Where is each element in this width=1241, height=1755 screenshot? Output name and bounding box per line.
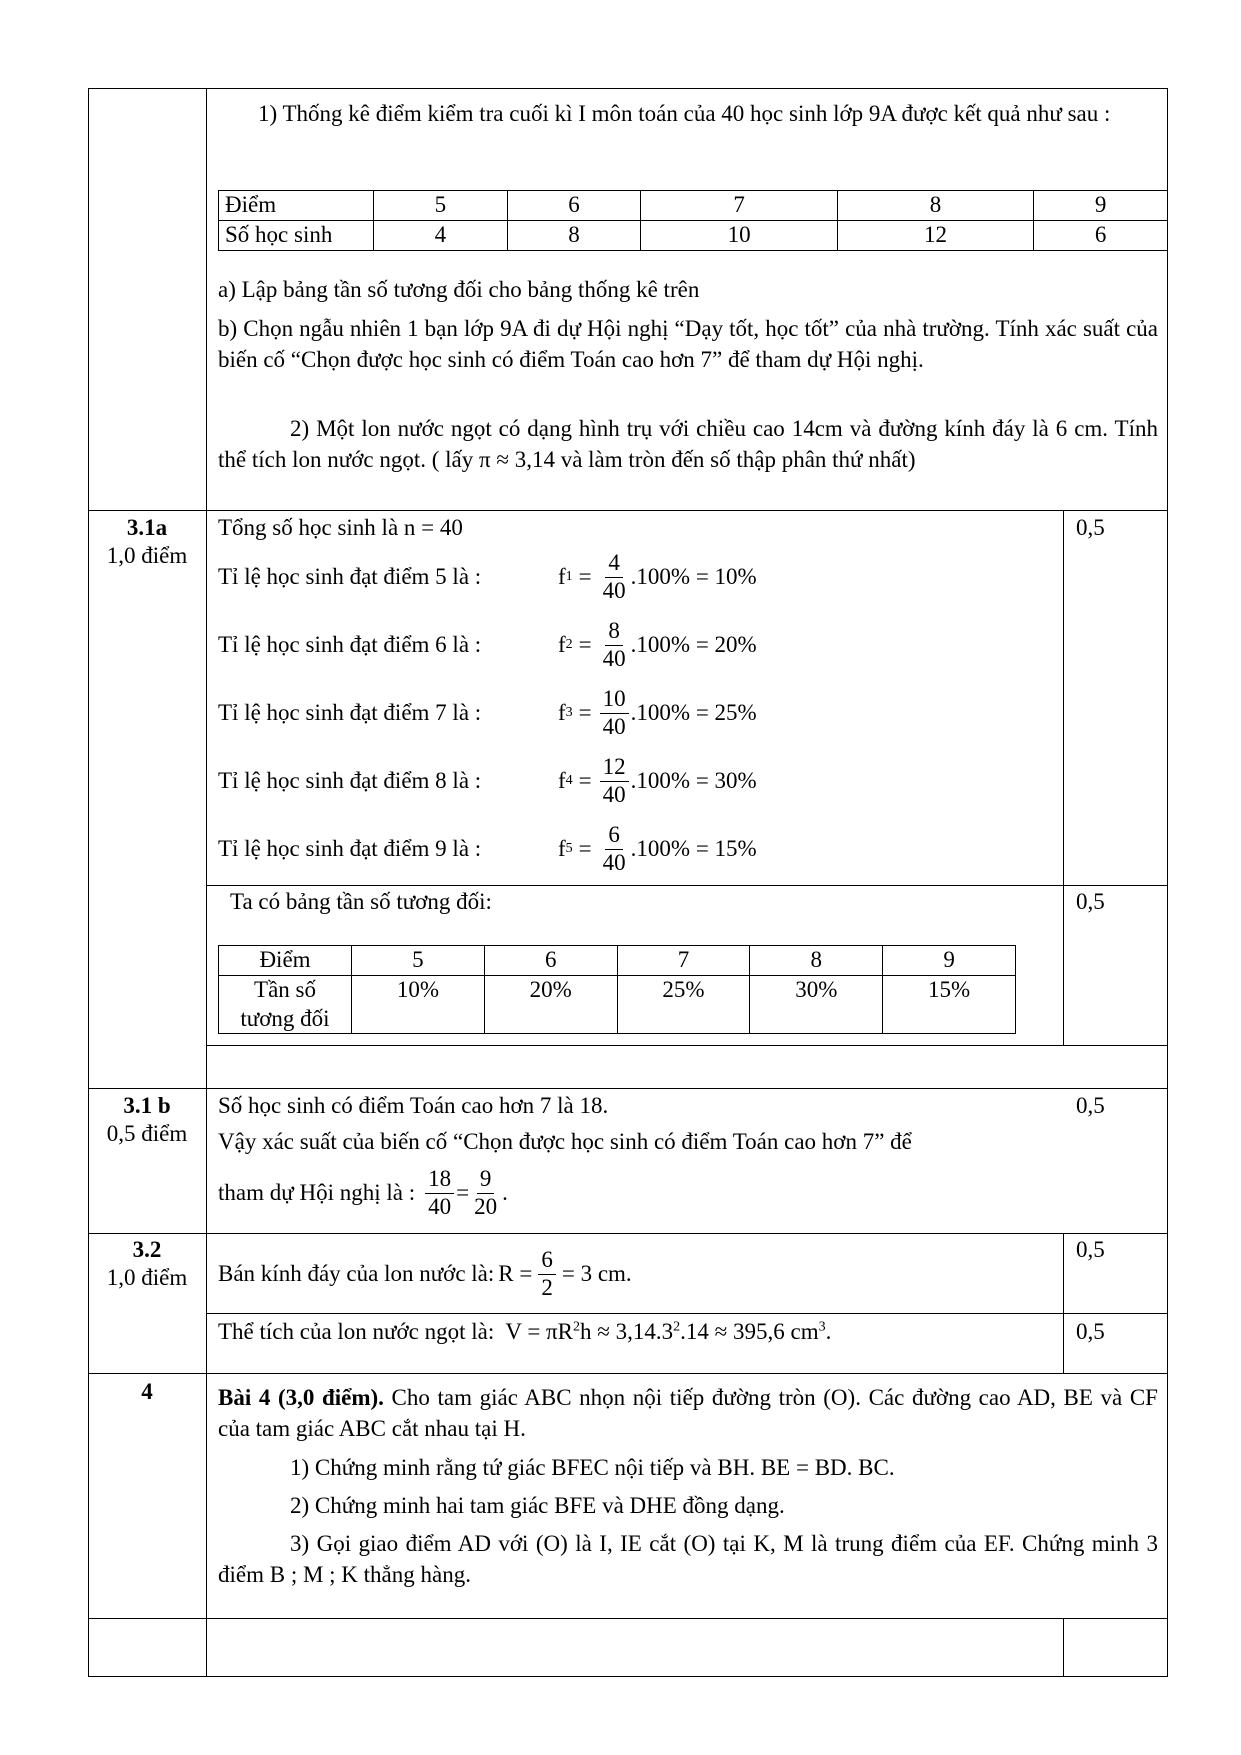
ratio-result: .100% = 15% [630, 836, 757, 861]
volume-expr: .14 ≈ 395,6 cm [680, 1319, 819, 1344]
ratio-numerator: 8 [605, 618, 623, 645]
problem-4-intro [218, 1382, 1158, 1444]
score-value: 0,5 [1076, 889, 1105, 914]
table-cell: 8 [507, 220, 641, 250]
question-3: 3) Gọi giao điểm AD với (O) là I, IE cắt (O) tại K, M là trung điểm của EF. Chứng minh 3 điểm B ; M ; K thẳng hàng. [218, 1531, 1158, 1588]
frequency-table [218, 945, 1016, 1034]
ratio-denominator: 40 [602, 577, 626, 603]
ratio-symbol: f [558, 564, 566, 589]
probability-line [218, 1160, 508, 1226]
table-cell: Số học sinh [219, 220, 374, 250]
table-row [219, 220, 1168, 250]
table-cell [219, 975, 352, 1034]
table-cell: 15% [883, 975, 1016, 1034]
ratio-numerator: 6 [605, 822, 623, 849]
table-cell: 5 [374, 191, 508, 221]
table-cell: 5 [352, 946, 485, 976]
part-a-text: a) Lập bảng tần số tương đối cho bảng thống kê trên [218, 277, 700, 302]
fraction-numerator: 18 [425, 1166, 454, 1193]
volume-expr: h ≈ 3,14.3 [580, 1319, 674, 1344]
solution-line: Vậy xác suất của biến cố “Chọn được học sinh có điểm Toán cao hơn 7” để [218, 1129, 912, 1154]
table-cell: 8 [837, 191, 1033, 221]
table-cell: 9 [883, 946, 1016, 976]
freq-label-line1: Tần số [254, 976, 316, 1002]
ratio-index: 3 [565, 705, 573, 720]
table-cell: 30% [750, 975, 883, 1034]
table-cell: 25% [617, 975, 750, 1034]
solution-line: tham dự Hội nghị là : [218, 1180, 416, 1205]
radius-result: = 3 cm. [561, 1261, 632, 1286]
table-cell: 6 [484, 946, 617, 976]
table-cell: 7 [641, 191, 837, 221]
table-cell: 12 [837, 220, 1033, 250]
ratio-row: Tỉ lệ học sinh đạt điểm 6 là : f 2 = $\frac{8}{40}$ .100% = 20% [218, 618, 757, 671]
volume-expr: . [825, 1319, 832, 1344]
ratio-symbol: f [558, 836, 566, 861]
ratio-label: Tỉ lệ học sinh đạt điểm 9 là : [218, 836, 482, 861]
radius-expr: R = [498, 1261, 533, 1286]
radius-line [218, 1240, 632, 1308]
ratio-result: .100% = 10% [630, 564, 757, 589]
ratio-result: .100% = 25% [630, 700, 757, 725]
ratio-denominator: 40 [602, 645, 626, 671]
question-2: 2) Chứng minh hai tam giác BFE và DHE đồng dạng. [290, 1493, 785, 1518]
exponent: 2 [673, 1319, 681, 1335]
ratio-row: Tỉ lệ học sinh đạt điểm 5 là : f 1 = $\frac{4}{40}$ .100% = 10% [218, 550, 757, 603]
ratio-numerator: 12 [600, 754, 629, 781]
table-cell: 10% [352, 975, 485, 1034]
part-b-text: b) Chọn ngẫu nhiên 1 bạn lớp 9A đi dự Hội nghị “Dạy tốt, học tốt” của nhà trường. Tính xác suất của biến cố “Chọn được học sinh có điểm Toán cao hơn 7” để tham dự Hội nghị. [218, 316, 1158, 373]
volume-label: Thể tích của lon nước ngọt là: [218, 1319, 495, 1344]
equals-sign: = [456, 1180, 470, 1205]
section-code: 3.1 b [123, 1093, 171, 1118]
table-cell: 8 [750, 946, 883, 976]
score-value: 0,5 [1076, 515, 1105, 540]
ratio-result: .100% = 20% [630, 632, 757, 657]
table-cell: 9 [1034, 191, 1168, 221]
ratio-numerator: 10 [600, 686, 629, 713]
table-cell: 7 [617, 946, 750, 976]
section-code: 3.2 [132, 1237, 162, 1262]
ratio-index: 4 [565, 773, 573, 788]
section-points: 1,0 điểm [106, 1265, 188, 1290]
table-cell: 20% [484, 975, 617, 1034]
ratio-label: Tỉ lệ học sinh đạt điểm 8 là : [218, 768, 482, 793]
table-cell: 6 [507, 191, 641, 221]
score-value: 0,5 [1076, 1093, 1105, 1118]
fraction-denominator: 20 [474, 1193, 498, 1219]
section-code: 3.1a [126, 515, 168, 540]
ratio-index: 2 [565, 637, 573, 652]
ratio-numerator: 4 [605, 550, 623, 577]
table-cell: 4 [374, 220, 508, 250]
ratio-symbol: f [558, 632, 566, 657]
period: . [502, 1180, 508, 1205]
table-row [219, 191, 1168, 221]
solution-line: Số học sinh có điểm Toán cao hơn 7 là 18. [218, 1093, 609, 1118]
table-cell: 10 [641, 220, 837, 250]
ratio-label: Tỉ lệ học sinh đạt điểm 7 là : [218, 700, 482, 725]
score-value: 0,5 [1076, 1237, 1105, 1262]
exponent: 3 [818, 1319, 826, 1335]
ratio-symbol: f [558, 700, 566, 725]
total-students: Tổng số học sinh là n = 40 [218, 515, 463, 540]
freq-table-intro: Ta có bảng tần số tương đối: [230, 889, 492, 914]
ratio-label: Tỉ lệ học sinh đạt điểm 5 là : [218, 564, 482, 589]
fraction-numerator: 6 [538, 1247, 556, 1274]
exponent: 2 [573, 1319, 580, 1335]
question-1: 1) Chứng minh rằng tứ giác BFEC nội tiếp và BH. BE = BD. BC. [290, 1455, 895, 1480]
ratio-result: .100% = 30% [630, 768, 757, 793]
ratio-denominator: 40 [602, 713, 626, 739]
ratio-row: Tỉ lệ học sinh đạt điểm 8 là : f 4 = $\frac{12}{40}$ .100% = 30% [218, 754, 757, 807]
ratio-index: 5 [565, 841, 573, 856]
volume-line [218, 1318, 831, 1346]
volume-expr: V = πR [505, 1319, 573, 1344]
section-points: 0,5 điểm [106, 1121, 188, 1146]
table-cell: 6 [1034, 220, 1168, 250]
ratio-row: Tỉ lệ học sinh đạt điểm 7 là : f 3 = $\frac{10}{40}$ .100% = 25% [218, 686, 757, 739]
ratio-row: Tỉ lệ học sinh đạt điểm 9 là : f 5 = $\frac{6}{40}$ .100% = 15% [218, 822, 757, 875]
table-cell: Điểm [219, 191, 374, 221]
ratio-label: Tỉ lệ học sinh đạt điểm 6 là : [218, 632, 482, 657]
problem-4-title: Bài 4 (3,0 điểm). [218, 1385, 384, 1410]
score-value: 0,5 [1076, 1319, 1105, 1344]
ratio-denominator: 40 [602, 849, 626, 875]
score-table [218, 190, 1168, 251]
section-code: 4 [141, 1379, 153, 1404]
fraction-numerator: 9 [477, 1166, 495, 1193]
section-points: 1,0 điểm [106, 543, 188, 568]
ratio-index: 1 [565, 569, 573, 584]
fraction-denominator: 2 [541, 1274, 553, 1300]
table-row [219, 975, 1016, 1034]
fraction-denominator: 40 [428, 1193, 452, 1219]
freq-label-line2: tương đối [240, 1005, 330, 1031]
part-2-text: 2) Một lon nước ngọt có dạng hình trụ với chiều cao 14cm và đường kính đáy là 6 cm. Tính thể tích lon nước ngọt. ( lấy π ≈ 3,14 và làm tròn đến số thập phân thứ nhất) [218, 416, 1158, 473]
problem-4-text: Cho tam giác ABC nhọn nội tiếp đường tròn (O). Các đường cao AD, BE và CF của tam giác ABC cắt nhau tại H. [218, 1385, 1158, 1442]
ratio-denominator: 40 [602, 781, 626, 807]
problem-intro: 1) Thống kê điểm kiểm tra cuối kì I môn toán của 40 học sinh lớp 9A được kết quả như sau : [258, 101, 1111, 126]
ratio-symbol: f [558, 768, 566, 793]
radius-label: Bán kính đáy của lon nước là: [218, 1261, 495, 1286]
table-row [219, 946, 1016, 976]
table-cell: Điểm [219, 946, 352, 976]
